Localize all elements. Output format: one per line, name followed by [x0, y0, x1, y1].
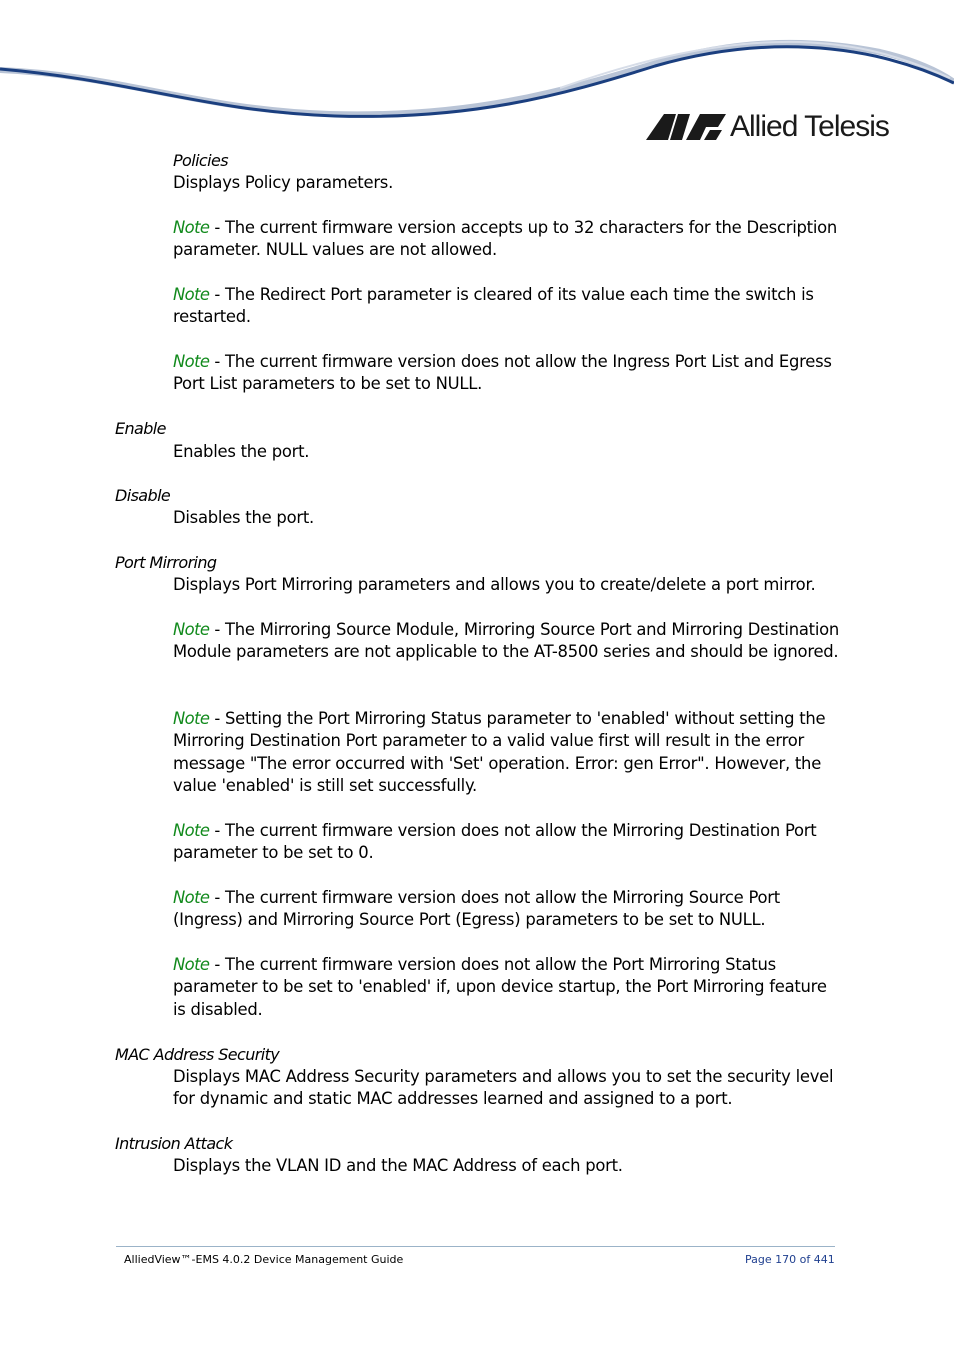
- note-label: Note: [173, 285, 210, 304]
- term-policies: Policies: [173, 151, 228, 170]
- logo-mark-icon: [646, 114, 726, 140]
- note-label: Note: [173, 955, 210, 974]
- note-text: - The Redirect Port parameter is cleared of its value each time the switch is restarted.: [173, 285, 814, 327]
- note-text: - The Mirroring Source Module, Mirroring Source Port and Mirroring Destination Module parameters are not applicable to the AT-8500 series and should be ignored.: [173, 620, 840, 662]
- footer-page-number: Page 170 of 441: [745, 1253, 835, 1266]
- note-label: Note: [173, 709, 210, 728]
- allied-telesis-logo: [646, 110, 889, 144]
- port-mirroring-note-3: [173, 820, 841, 865]
- note-label: Note: [173, 352, 210, 371]
- logo-wordmark: Allied Telesis: [730, 110, 889, 143]
- note-text: - The current firmware version does not allow the Mirroring Destination Port parameter to be set to 0.: [173, 821, 817, 863]
- port-mirroring-description: Displays Port Mirroring parameters and allows you to create/delete a port mirror.: [173, 575, 816, 594]
- term-enable: Enable: [115, 419, 166, 438]
- term-intrusion-attack: Intrusion Attack: [115, 1134, 233, 1153]
- note-label: Note: [173, 218, 210, 237]
- footer-guide-title: AlliedView™-EMS 4.0.2 Device Management Guide: [124, 1253, 404, 1266]
- note-text: - The current firmware version does not allow the Ingress Port List and Egress Port List parameters to be set to NULL.: [173, 352, 832, 394]
- policies-note-1: [173, 217, 841, 262]
- mac-security-description: Displays MAC Address Security parameters and allows you to set the security level for dynamic and static MAC addresses learned and assigned to a port.: [173, 1067, 834, 1109]
- note-text: - The current firmware version does not allow the Mirroring Source Port (Ingress) and Mirroring Source Port (Egress) parameters to be set to NULL.: [173, 888, 780, 930]
- note-text: - The current firmware version accepts up to 32 characters for the Description parameter. NULL values are not allowed.: [173, 218, 838, 260]
- term-disable: Disable: [115, 486, 171, 505]
- policies-note-2: [173, 284, 841, 329]
- note-text: - The current firmware version does not allow the Port Mirroring Status parameter to be set to 'enabled' if, upon device startup, the Port Mirroring feature is disabled.: [173, 955, 827, 1019]
- footer-divider: [116, 1246, 835, 1247]
- port-mirroring-note-5: [173, 954, 841, 1021]
- term-port-mirroring: Port Mirroring: [115, 553, 217, 572]
- term-mac-address-security: MAC Address Security: [115, 1045, 280, 1064]
- note-label: Note: [173, 821, 210, 840]
- note-text: - Setting the Port Mirroring Status parameter to 'enabled' without setting the Mirroring Destination Port parameter to a valid value first will result in the error message "The error occurred with 'Set' operation. Error: gen Error". However, the value 'enabled' is still set successfully.: [173, 709, 826, 796]
- policies-description: Displays Policy parameters.: [173, 173, 394, 192]
- port-mirroring-note-2: [173, 708, 841, 798]
- port-mirroring-note-4: [173, 887, 841, 932]
- enable-description: Enables the port.: [173, 442, 310, 461]
- note-label: Note: [173, 888, 210, 907]
- note-label: Note: [173, 620, 210, 639]
- port-mirroring-note-1: [173, 619, 841, 664]
- disable-description: Disables the port.: [173, 508, 314, 527]
- policies-note-3: [173, 351, 841, 396]
- intrusion-description: Displays the VLAN ID and the MAC Address of each port.: [173, 1156, 623, 1175]
